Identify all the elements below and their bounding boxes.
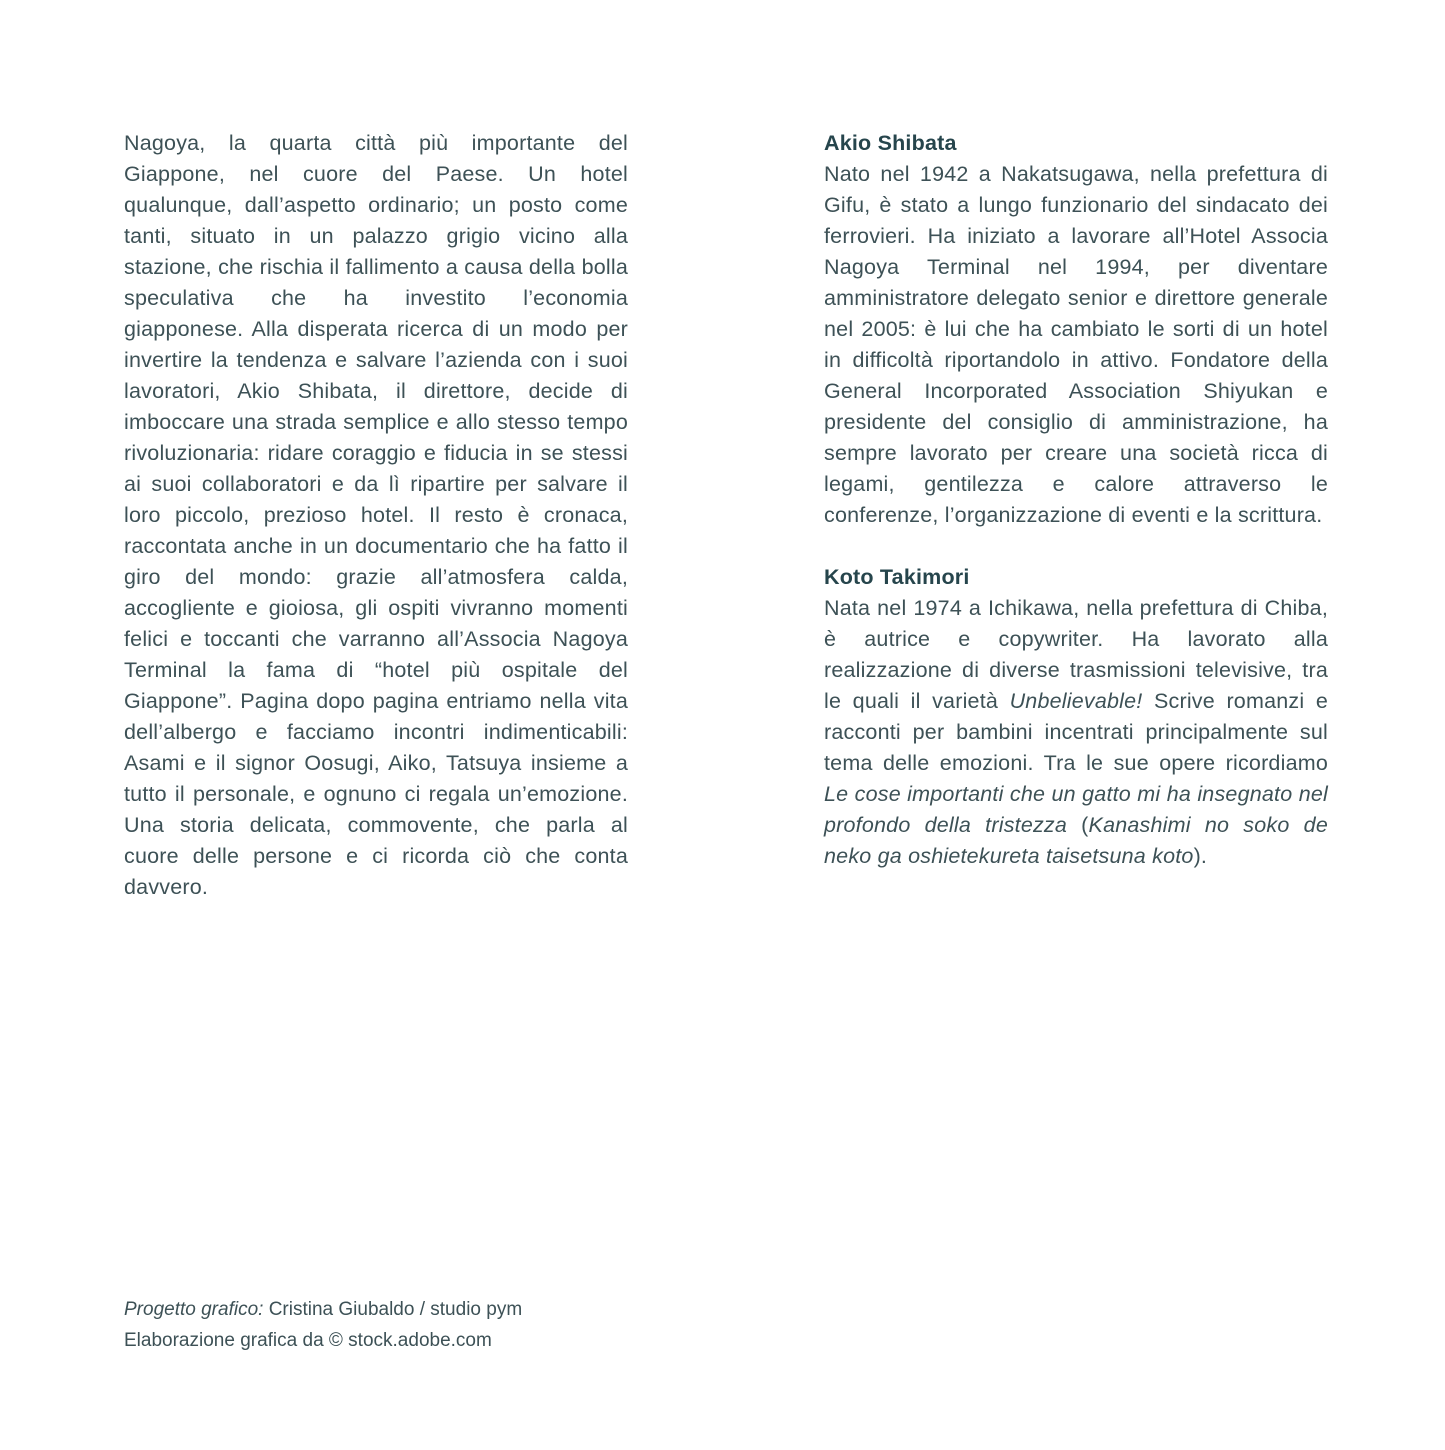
bio-body: Nato nel 1942 a Nakatsugawa, nella prefettura di Gifu, è stato a lungo funzionario del sindacato dei ferrovieri. Ha iniziato a lavorare all’Hotel Associa Nagoya Terminal nel 1994, per diventare amministratore delegato senior e direttore generale nel 2005: è lui che ha cambiato le sorti di un hotel in difficoltà riportandolo in attivo. Fondatore della General Incorporated Association Shiyukan e presidente del consiglio di amministrazione, ha sempre lavorato per creare una società ricca di legami, gentilezza e calore attraverso le conferenze, l’organizzazione di eventi e la scrittura. [824,162,1328,527]
bio-heading: Akio Shibata [824,131,957,155]
bio-section-akio-shibata [824,128,1328,531]
right-column [824,128,1328,872]
bio-body: Nata nel 1974 a Ichikawa, nella prefettura di Chiba, è autrice e copywriter. Ha lavorato alla realizzazione di diverse trasmissioni televisive, tra le quali il varietà Unbelievable! Scrive romanzi e racconti per bambini incentrati principalmente sul tema delle emozioni. Tra le sue opere ricordiamo Le cose importanti che un gatto mi ha insegnato nel profondo della tristezza (Kanashimi no soko de neko ga oshietekureta taisetsuna koto). [824,596,1328,868]
bio-heading: Koto Takimori [824,565,970,589]
bio-section-koto-takimori [824,562,1328,872]
left-column [124,128,628,903]
credits-line-1: Progetto grafico: Cristina Giubaldo / studio pym [124,1299,523,1320]
credits-footer [124,1294,684,1356]
intro-paragraph: Nagoya, la quarta città più importante del Giappone, nel cuore del Paese. Un hotel qualunque, dall’aspetto ordinario; un posto come tanti, situato in un palazzo grigio vicino alla stazione, che rischia il fallimento a causa della bolla speculativa che ha investito l’economia giapponese. Alla disperata ricerca di un modo per invertire la tendenza e salvare l’azienda con i suoi lavoratori, Akio Shibata, il direttore, decide di imboccare una strada semplice e allo stesso tempo rivoluzionaria: ridare coraggio e fiducia in se stessi ai suoi collaboratori e da lì ripartire per salvare il loro piccolo, prezioso hotel. Il resto è cronaca, raccontata anche in un documentario che ha fatto il giro del mondo: grazie all’atmosfera calda, accogliente e gioiosa, gli ospiti vivranno momenti felici e toccanti che varranno all’Associa Nagoya Terminal la fama di “hotel più ospitale del Giappone”. Pagina dopo pagina entriamo nella vita dell’albergo e facciamo incontri indimenticabili: Asami e il signor Oosugi, Aiko, Tatsuya insieme a tutto il personale, e ognuno ci regala un’emozione. Una storia delicata, commovente, che parla al cuore delle persone e ci ricorda ciò che conta davvero. [124,131,628,899]
credits-line-2: Elaborazione grafica da © stock.adobe.com [124,1330,492,1351]
